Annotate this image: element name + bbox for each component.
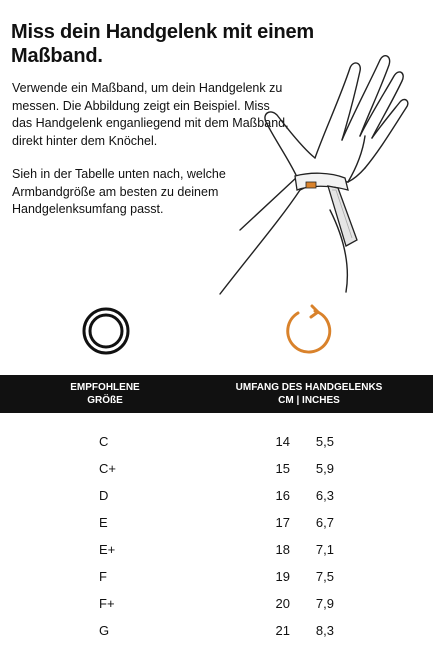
- size-cell: C+: [99, 461, 116, 476]
- size-cell: D: [99, 488, 109, 503]
- cm-cell: 17: [275, 515, 290, 530]
- cm-cell: 21: [275, 623, 290, 638]
- cm-cell: 16: [275, 488, 290, 503]
- ring-icon: [81, 306, 131, 356]
- header-recommended-size-label: EMPFOHLENE GRÖßE: [70, 382, 140, 406]
- table-row: [0, 617, 433, 644]
- inches-cell: 5,9: [315, 461, 334, 476]
- hand-illustration: [180, 40, 430, 300]
- table-row: [0, 455, 433, 482]
- table-row: [0, 590, 433, 617]
- size-cell: G: [99, 623, 110, 638]
- size-cell: F: [99, 569, 107, 584]
- cm-cell: 19: [275, 569, 290, 584]
- inches-cell: 7,5: [315, 569, 334, 584]
- size-cell: C: [99, 434, 109, 449]
- table-row: [0, 563, 433, 590]
- cm-cell: 18: [275, 542, 290, 557]
- cm-cell: 14: [275, 434, 290, 449]
- size-cell: F+: [99, 596, 115, 611]
- inches-cell: 8,3: [315, 623, 334, 638]
- inches-cell: 5,5: [315, 434, 334, 449]
- inches-cell: 6,7: [315, 515, 334, 530]
- header-wrist-circumference: [218, 381, 400, 407]
- page-title: Miss dein Handgelenk mit einem Maßband.: [11, 21, 314, 67]
- cm-cell: 15: [275, 461, 290, 476]
- header-recommended-size: [45, 381, 165, 407]
- refresh-arrow-icon: [282, 304, 336, 358]
- header-wrist-circumference-label: UMFANG DES HANDGELENKS CM | INCHES: [235, 382, 383, 406]
- size-cell: E+: [99, 542, 116, 557]
- cm-cell: 20: [275, 596, 290, 611]
- inches-cell: 7,9: [315, 596, 334, 611]
- inches-cell: 7,1: [315, 542, 334, 557]
- intro-paragraph-2: Sieh in der Tabelle unten nach, welche Armbandgröße am besten zu deinem Handgelenksumfang passt.: [12, 167, 226, 216]
- inches-cell: 6,3: [315, 488, 334, 503]
- intro-paragraph-1: Verwende ein Maßband, um dein Handgelenk zu messen. Die Abbildung zeigt ein Beispiel. Miss das Handgelenk enganliegend mit dem Maßband, direkt hinter dem Knöchel.: [12, 81, 289, 148]
- table-row: [0, 536, 433, 563]
- table-row: [0, 509, 433, 536]
- size-table-header: [0, 375, 433, 413]
- size-cell: E: [99, 515, 108, 530]
- table-row: [0, 428, 433, 455]
- size-table-body: [0, 428, 433, 644]
- table-row: [0, 482, 433, 509]
